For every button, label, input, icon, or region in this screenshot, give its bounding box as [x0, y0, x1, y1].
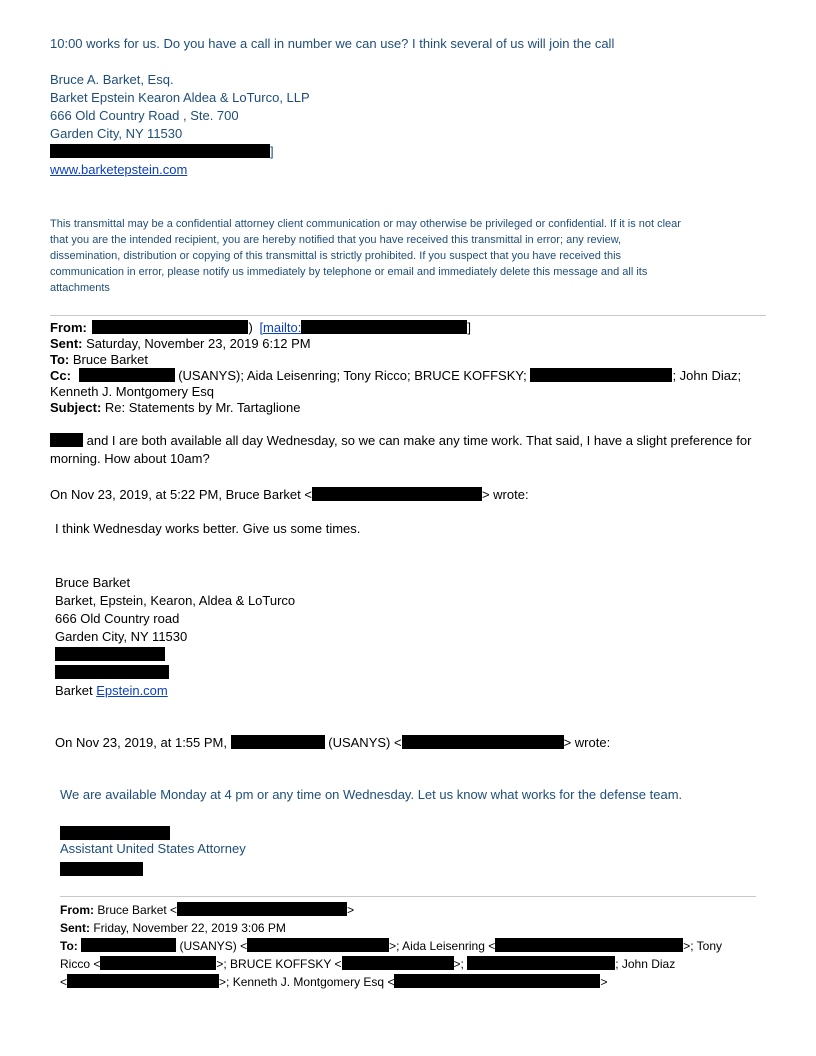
disclaimer-line: that you are the intended recipient, you are hereby notified that you have received this transmittal in error; any review,	[50, 234, 622, 246]
from-line-2	[60, 901, 722, 919]
redaction-bar	[67, 974, 219, 988]
from-label: From:	[50, 320, 87, 335]
confidentiality-disclaimer	[50, 216, 681, 296]
quote2-intro-a: On Nov 23, 2019, at 1:55 PM,	[55, 735, 227, 750]
cc-line-2: Kenneth J. Montgomery Esq	[50, 384, 215, 399]
cc-label: Cc:	[50, 368, 71, 383]
to-g: ; John Diaz	[615, 957, 676, 971]
quoted-signature	[55, 574, 295, 700]
redaction-bar	[301, 320, 467, 334]
redaction-bar	[100, 956, 216, 970]
divider	[60, 896, 756, 897]
to-i: >; Kenneth J. Montgomery Esq <	[219, 975, 395, 989]
redaction-bar	[312, 487, 482, 501]
quote2-intro-b: (USANYS) <	[328, 735, 402, 750]
to-a: (USANYS) <	[179, 939, 248, 953]
redaction-bar	[50, 433, 83, 447]
sig-bracket: ]	[270, 144, 274, 159]
redaction-bar	[81, 938, 176, 952]
redaction-bar	[467, 956, 615, 970]
from-b: >	[347, 903, 355, 917]
quoted-sig-city: Garden City, NY 11530	[55, 629, 188, 644]
to-line-2	[60, 937, 722, 955]
quote-intro	[50, 487, 529, 502]
quoted-sig-web-a: Barket	[55, 683, 93, 698]
mailto-close: ]	[467, 320, 471, 335]
sent-label: Sent:	[50, 336, 83, 351]
subject-line	[50, 400, 301, 416]
disclaimer-line: dissemination, distribution or copying of this transmittal is strictly prohibited. If you suspect that you have received this	[50, 250, 622, 262]
quoted-sig-web	[55, 682, 295, 700]
to-label-2: To:	[60, 939, 78, 953]
quote-intro-b: > wrote:	[481, 487, 529, 502]
to-d: Ricco <	[60, 957, 101, 971]
to-line-2b	[60, 955, 722, 973]
from-a: Bruce Barket <	[97, 903, 178, 917]
email-body-line	[50, 433, 751, 448]
redaction-bar	[394, 974, 600, 988]
sent-line	[50, 336, 311, 352]
website-link[interactable]: www.barketepstein.com	[50, 162, 188, 177]
mailto-link[interactable]: [mailto:	[259, 320, 302, 335]
sent-line-2	[60, 919, 722, 937]
email-header-2	[60, 901, 722, 991]
aus-attorney-title: Assistant United States Attorney	[60, 841, 246, 856]
sig-firm: Barket Epstein Kearon Aldea & LoTurco, LLP	[50, 90, 310, 105]
quote-intro-2	[55, 735, 610, 750]
to-h: <	[60, 975, 68, 989]
sig-name: Bruce A. Barket, Esq.	[50, 72, 174, 87]
subject-label: Subject:	[50, 400, 102, 415]
to-e: >; BRUCE KOFFSKY <	[216, 957, 342, 971]
redaction-bar	[177, 902, 347, 916]
to-line-2c	[60, 973, 722, 991]
disclaimer-line: communication in error, please notify us immediately by telephone or email and immediately delete this message and all its	[50, 266, 648, 278]
cc-value-a: (USANYS); Aida Leisenring; Tony Ricco; BRUCE KOFFSKY;	[178, 368, 527, 383]
quoted-body-2: We are available Monday at 4 pm or any time on Wednesday. Let us know what works for the defense team.	[60, 787, 683, 802]
top-reply-text: 10:00 works for us. Do you have a call in number we can use? I think several of us will join the call	[50, 36, 615, 51]
quoted-sig-firm: Barket, Epstein, Kearon, Aldea & LoTurco	[55, 593, 296, 608]
signature-block	[50, 71, 310, 179]
redaction-bar	[50, 144, 270, 158]
redaction-bar	[231, 735, 325, 749]
redaction-bar	[60, 861, 143, 879]
quote2-intro-c: > wrote:	[563, 735, 611, 750]
sig-address: 666 Old Country Road , Ste. 700	[50, 108, 239, 123]
redaction-bar	[55, 665, 169, 679]
to-c: >; Tony	[683, 939, 723, 953]
redaction-bar	[495, 938, 683, 952]
epstein-link[interactable]: Epstein.com	[96, 683, 168, 698]
quoted-body: I think Wednesday works better. Give us some times.	[55, 521, 361, 536]
redaction-bar	[530, 368, 672, 382]
from-line	[50, 320, 471, 336]
quoted-sig-address: 666 Old Country road	[55, 611, 180, 626]
divider	[50, 315, 766, 316]
redaction-bar	[247, 938, 389, 952]
redaction-bar	[79, 368, 175, 382]
from-paren: )	[248, 320, 253, 335]
sig-redacted-line	[50, 143, 310, 161]
quoted-sig-name: Bruce Barket	[55, 575, 131, 590]
sent-value: Saturday, November 23, 2019 6:12 PM	[86, 336, 311, 351]
disclaimer-line: attachments	[50, 282, 110, 294]
sent-value-2: Friday, November 22, 2019 3:06 PM	[93, 921, 286, 935]
to-label: To:	[50, 352, 70, 367]
to-b: >; Aida Leisenring <	[389, 939, 496, 953]
redaction-bar	[402, 735, 564, 749]
email-body-line: morning. How about 10am?	[50, 451, 210, 466]
to-line	[50, 352, 148, 368]
redaction-bar	[55, 647, 165, 661]
quote-intro-a: On Nov 23, 2019, at 5:22 PM, Bruce Barket <	[50, 487, 312, 502]
cc-value-b: ; John Diaz;	[672, 368, 742, 383]
sig-city: Garden City, NY 11530	[50, 126, 183, 141]
redaction-bar	[342, 956, 454, 970]
sent-label-2: Sent:	[60, 921, 90, 935]
to-j: >	[600, 975, 608, 989]
redaction-bar	[92, 320, 248, 334]
cc-line	[50, 368, 741, 384]
disclaimer-line: This transmittal may be a confidential attorney client communication or may otherwise be privileged or confidential. If it is not clear	[50, 218, 681, 230]
to-f: >;	[453, 957, 464, 971]
from-label-2: From:	[60, 903, 94, 917]
to-value: Bruce Barket	[72, 352, 149, 367]
body-text-a: and I are both available all day Wednesday, so we can make any time work. That said, I have a slight preference for	[86, 433, 752, 448]
subject-value: Re: Statements by Mr. Tartaglione	[104, 400, 301, 415]
